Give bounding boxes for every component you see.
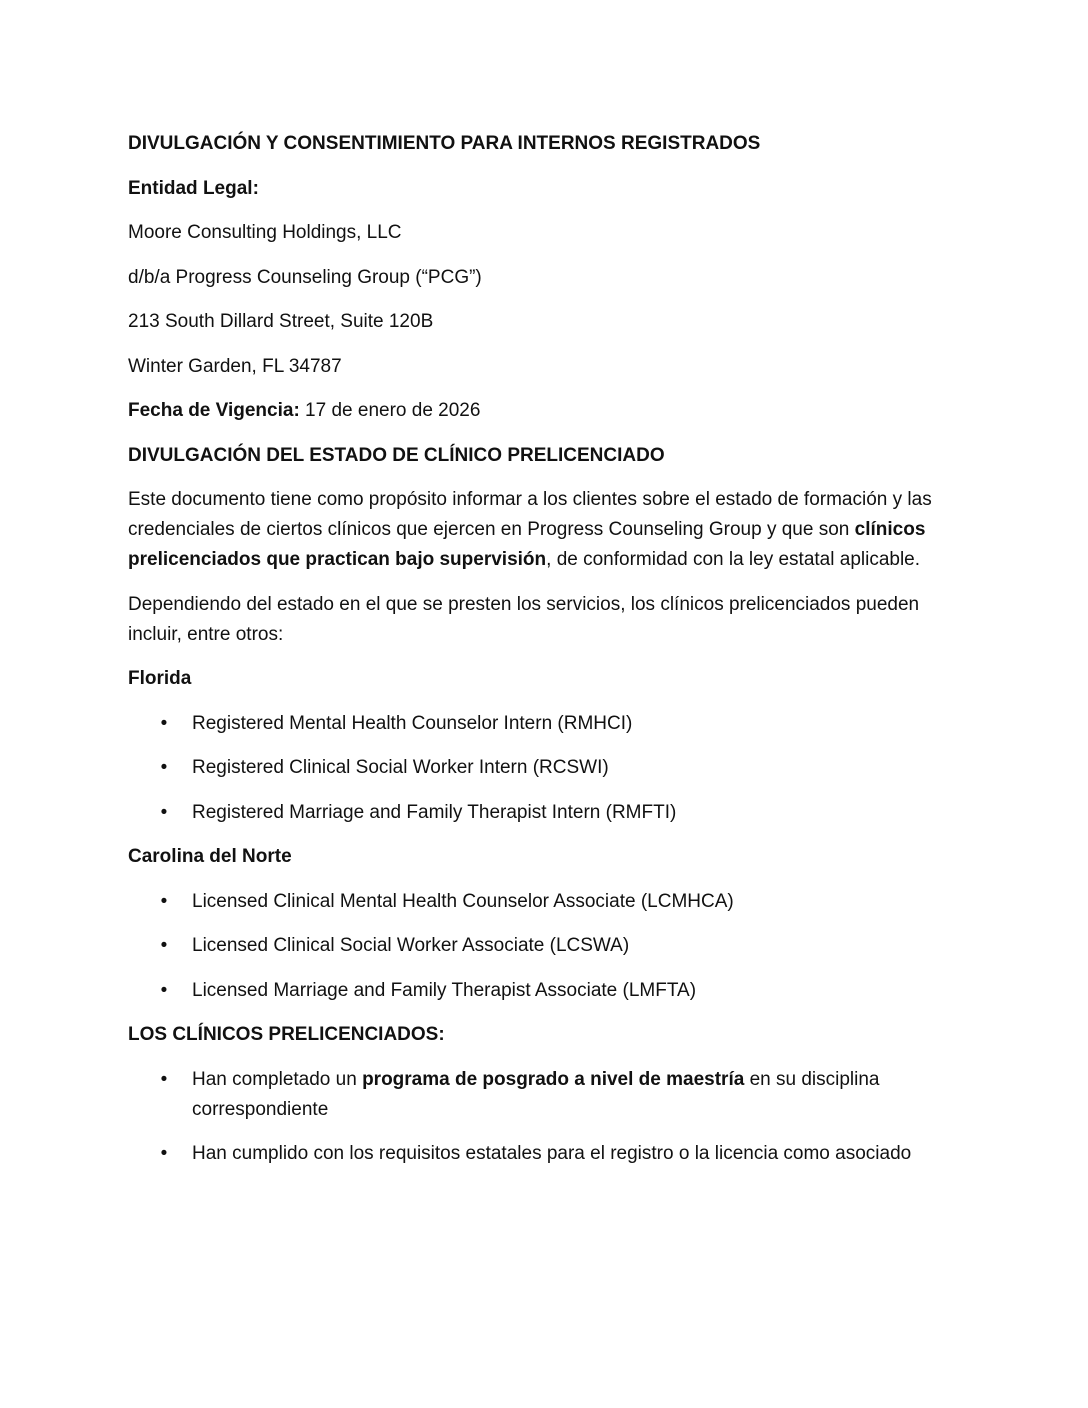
states-intro-paragraph: Dependiendo del estado en el que se presten los servicios, los clínicos prelicenciados pueden incluir, entre otros: bbox=[128, 593, 920, 645]
bullet-icon: • bbox=[160, 979, 168, 1001]
intro-paragraph: Este documento tiene como propósito informar a los clientes sobre el estado de formación y las credenciales de ciertos clínicos que ejercen en Progress Counseling Group y que son clínicos prelicenciados que practican bajo supervisión, de conformidad con la ley estatal aplicable. bbox=[128, 489, 932, 570]
entity-line-name: Moore Consulting Holdings, LLC bbox=[128, 222, 402, 243]
entity-line-dba: d/b/a Progress Counseling Group (“PCG”) bbox=[128, 266, 482, 288]
clinician-points-list bbox=[128, 1065, 968, 1170]
north-carolina-list bbox=[128, 887, 968, 1006]
bullet-icon: • bbox=[160, 757, 168, 778]
list-item: • Registered Clinical Social Worker Intern (RCSWI) bbox=[128, 753, 968, 783]
florida-list bbox=[128, 709, 968, 828]
effective-date-label: Fecha de Vigencia: bbox=[128, 400, 300, 421]
effective-date bbox=[128, 396, 968, 426]
document-title: DIVULGACIÓN Y CONSENTIMIENTO PARA INTERNOS REGISTRADOS bbox=[128, 133, 761, 154]
list-item: • Licensed Clinical Social Worker Associate (LCSWA) bbox=[128, 931, 968, 961]
effective-date-value: 17 de enero de 2026 bbox=[299, 400, 481, 421]
entity-line-street: 213 South Dillard Street, Suite 120B bbox=[128, 311, 434, 332]
section-heading-clinicians: LOS CLÍNICOS PRELICENCIADOS: bbox=[128, 1024, 445, 1045]
entity-label: Entidad Legal: bbox=[128, 177, 259, 199]
list-item: • Registered Marriage and Family Therapist Intern (RMFTI) bbox=[128, 798, 968, 828]
entity-line-city: Winter Garden, FL 34787 bbox=[128, 355, 342, 377]
list-item: • Registered Mental Health Counselor Intern (RMHCI) bbox=[128, 709, 968, 739]
bullet-icon: • bbox=[160, 890, 168, 912]
north-carolina-heading: Carolina del Norte bbox=[128, 846, 292, 867]
bullet-icon: • bbox=[160, 801, 168, 823]
bullet-icon: • bbox=[160, 1068, 168, 1090]
list-item: • Han cumplido con los requisitos estatales para el registro o la licencia como asociado bbox=[128, 1139, 968, 1169]
intro-emphasis: clínicos prelicenciados que practican bajo supervisión bbox=[128, 519, 926, 570]
bullet-icon: • bbox=[160, 935, 168, 956]
list-item: • Licensed Clinical Mental Health Counselor Associate (LCMHCA) bbox=[128, 887, 968, 917]
florida-heading: Florida bbox=[128, 668, 192, 689]
bullet-icon: • bbox=[160, 712, 168, 734]
degree-emphasis: programa de posgrado a nivel de maestría bbox=[362, 1068, 745, 1090]
list-item: • Han completado un programa de posgrado a nivel de maestría en su disciplina correspondiente bbox=[128, 1065, 968, 1125]
list-item: • Licensed Marriage and Family Therapist Associate (LMFTA) bbox=[128, 976, 968, 1006]
bullet-icon: • bbox=[160, 1143, 168, 1164]
section-heading-disclosure: DIVULGACIÓN DEL ESTADO DE CLÍNICO PRELICENCIADO bbox=[128, 444, 665, 466]
